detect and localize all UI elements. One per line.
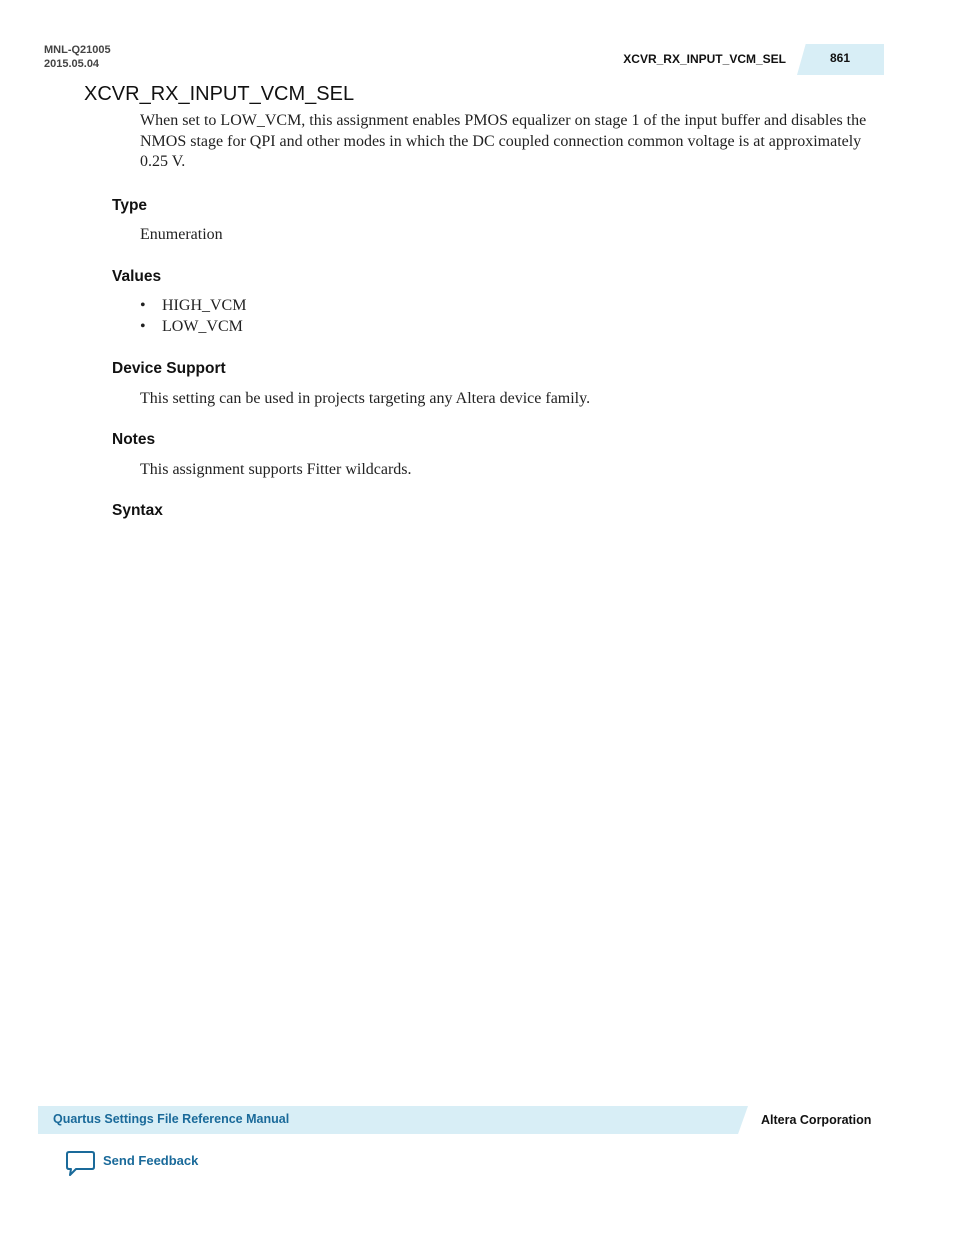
running-title: XCVR_RX_INPUT_VCM_SEL — [623, 52, 786, 66]
list-item: • LOW_VCM — [140, 316, 246, 337]
notes-heading: Notes — [112, 431, 156, 448]
type-heading: Type — [112, 197, 148, 214]
footer-manual-title[interactable]: Quartus Settings File Reference Manual — [53, 1112, 290, 1126]
doc-number: MNL-Q21005 — [44, 44, 111, 56]
list-item: • HIGH_VCM — [140, 295, 246, 316]
syntax-heading: Syntax — [112, 502, 163, 519]
speech-bubble-icon[interactable] — [65, 1150, 96, 1178]
device-support-text: This setting can be used in projects targeting any Altera device family. — [140, 390, 591, 407]
values-heading: Values — [112, 268, 162, 285]
notes-text: This assignment supports Fitter wildcards. — [140, 461, 412, 478]
type-text: Enumeration — [140, 226, 223, 243]
document-id — [44, 43, 111, 71]
page-number: 861 — [829, 51, 851, 65]
send-feedback-link[interactable]: Send Feedback — [103, 1153, 199, 1168]
footer-company: Altera Corporation — [761, 1113, 872, 1127]
doc-date: 2015.05.04 — [44, 58, 100, 70]
section-description: When set to LOW_VCM, this assignment enables PMOS equalizer on stage 1 of the input buffer and disables the NMOS stage for QPI and other modes in which the DC coupled connection common voltage is at approximately 0.25 V. — [140, 112, 867, 170]
values-list — [140, 295, 246, 337]
device-support-heading: Device Support — [112, 360, 226, 377]
section-title: XCVR_RX_INPUT_VCM_SEL — [84, 83, 355, 105]
